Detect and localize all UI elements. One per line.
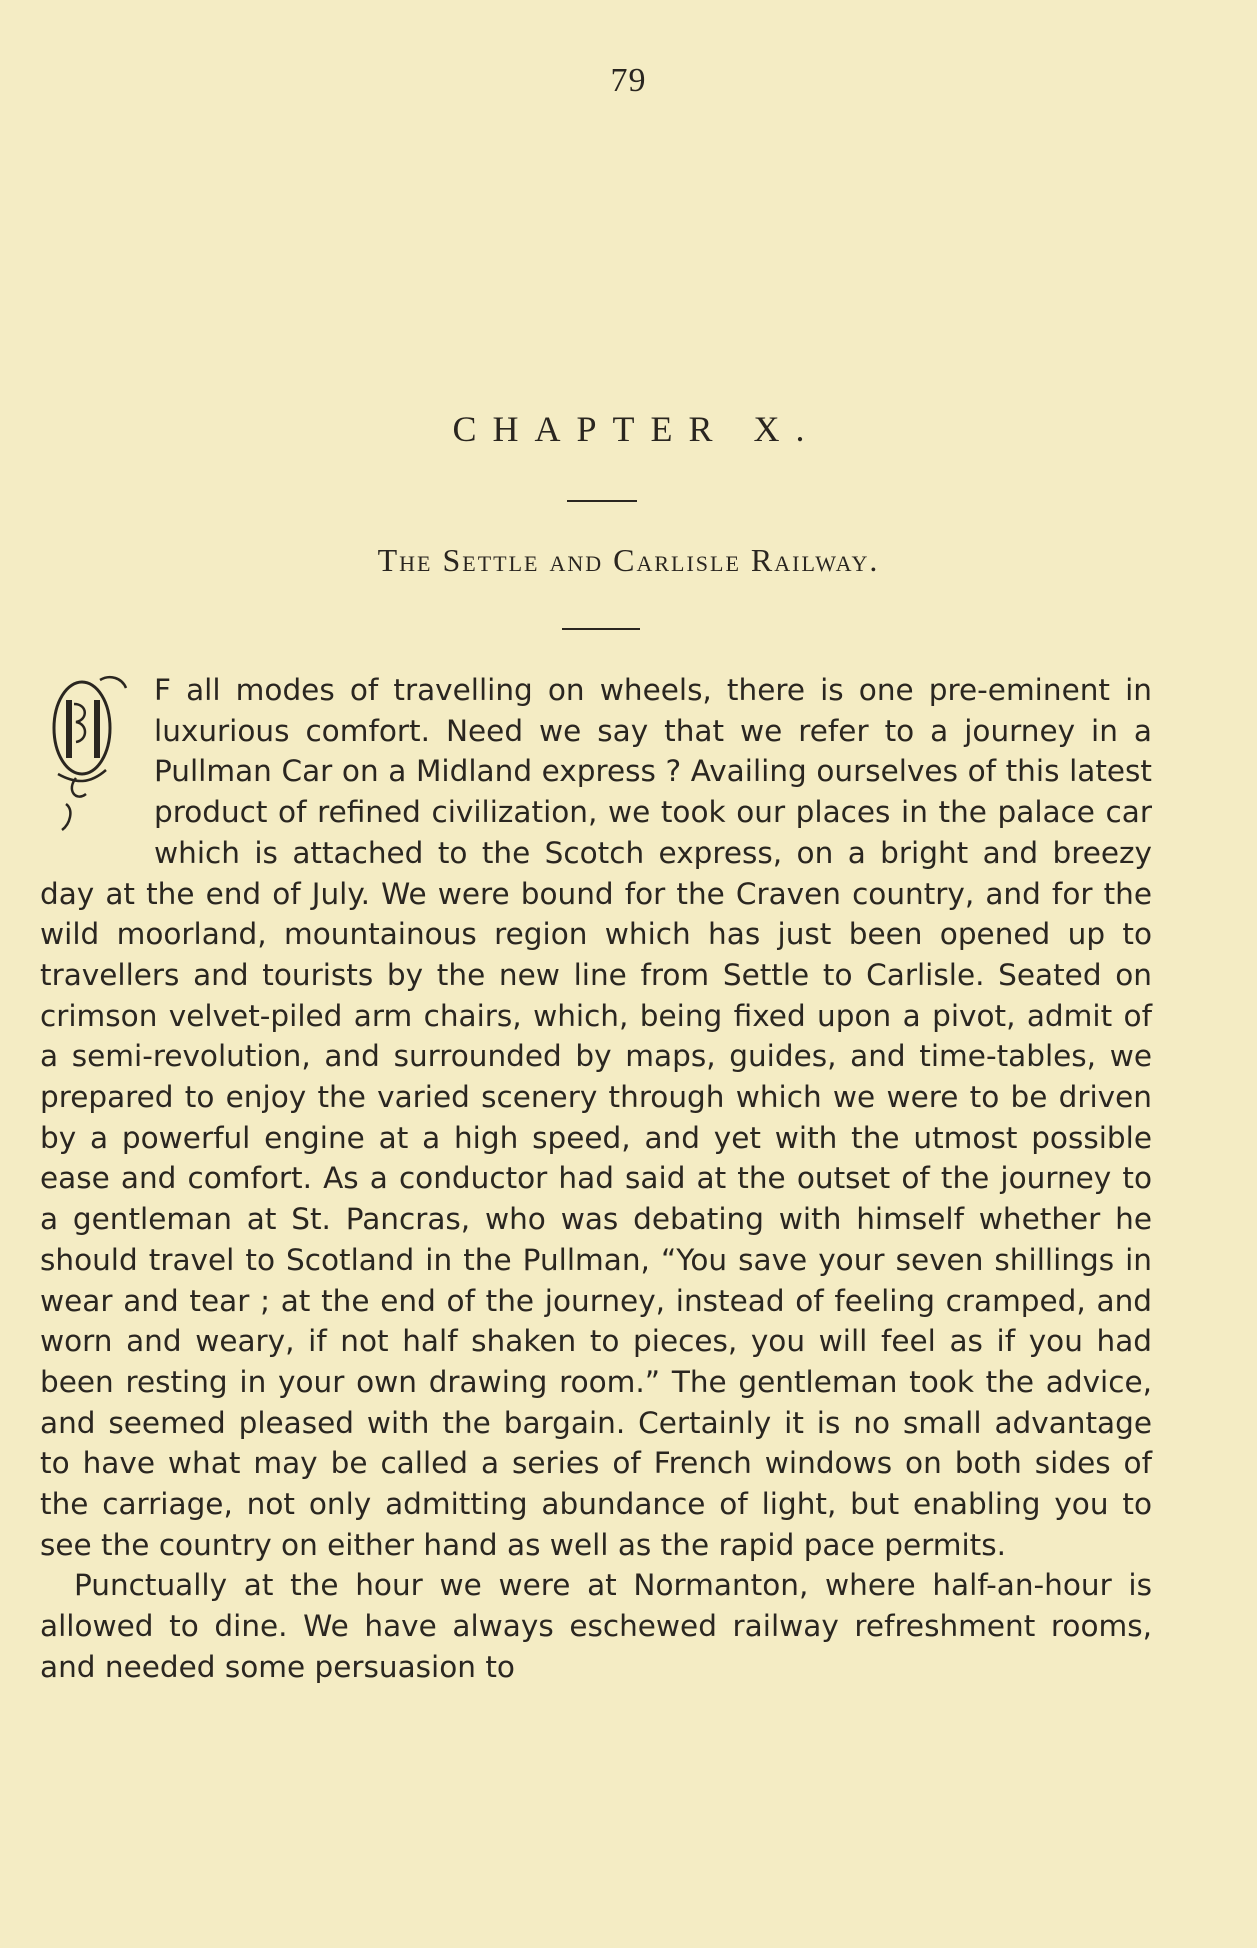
paragraph-2: Punctually at the hour we were at Normanton, where half-an-hour is allowed to dine. We have always eschewed railway refreshment rooms, and needed some persuasion to (40, 1568, 1152, 1684)
body-text (40, 670, 1152, 1688)
bottom-divider (562, 628, 640, 630)
chapter-heading: CHAPTER X. (452, 409, 821, 449)
page-number: 79 (610, 62, 647, 99)
chapter-title: The Settle and Carlisle Railway. (377, 542, 880, 578)
ornamental-initial-o-icon (40, 674, 144, 839)
top-divider (567, 500, 637, 502)
paragraph-1: F all modes of travelling on wheels, there is one pre-eminent in luxurious comfort. Need we say that we refer to a journey in a Pullman Car on a Midland express ? Availing ourselves of this latest product of refined civilization, we took our places in the palace car which is attached to the Scotch express, on a bright and breezy day at the end of July. We were bound for the Craven country, and for the wild moorland, mountainous region which has just been opened up to travellers and tourists by the new line from Settle to Carlisle. Seated on crimson velvet-piled arm chairs, which, being fixed upon a pivot, admit of a semi-revolution, and surrounded by maps, guides, and time-tables, we prepared to enjoy the varied scenery through which we were to be driven by a powerful engine at a high speed, and yet with the utmost possible ease and comfort. As a conductor had said at the outset of the journey to a gentleman at St. Pancras, who was debating with himself whether he should travel to Scotland in the Pullman, “You save your seven shillings in wear and tear ; at the end of the journey, instead of feeling cramped, and worn and weary, if not half shaken to pieces, you will feel as if you had been resting in your own drawing room.” The gentleman took the advice, and seemed pleased with the bargain. Certainly it is no small advantage to have what may be called a series of French windows on both sides of the carriage, not only admitting abundance of light, but enabling you to see the country on either hand as well as the rapid pace permits. (40, 673, 1152, 1562)
